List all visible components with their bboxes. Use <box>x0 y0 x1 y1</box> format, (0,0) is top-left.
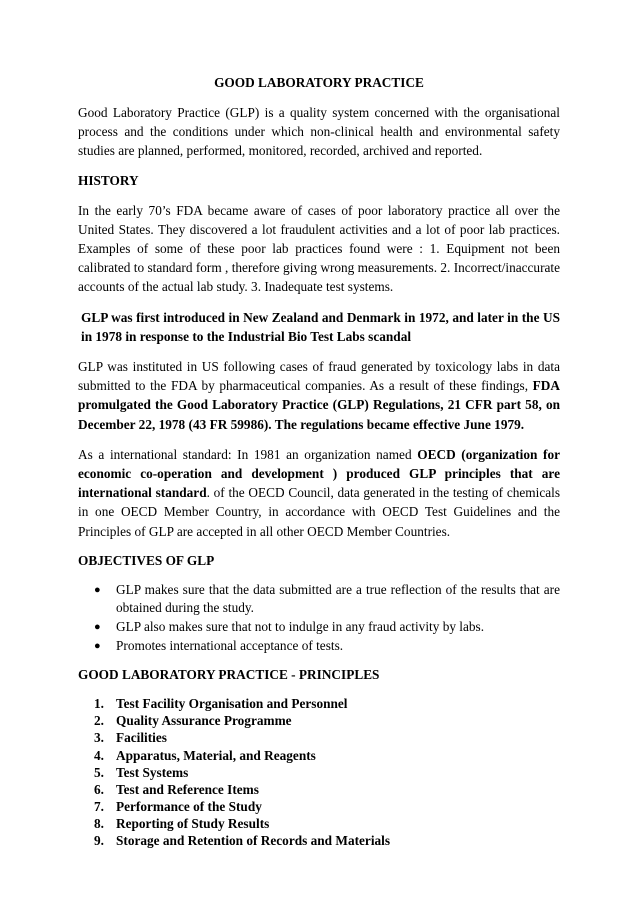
list-item <box>94 798 560 815</box>
list-item <box>94 747 560 764</box>
objective-text: Promotes international acceptance of tests. <box>116 637 344 653</box>
principle-label: Apparatus, Material, and Reagents <box>116 747 316 763</box>
item-number: 4. <box>94 747 104 763</box>
history-paragraph: In the early 70’s FDA became aware of cases of poor laboratory practice all over the United States. They discovered a lot fraudulent activities and a lot of poor lab practices. Examples of some of these poor lab practices found were : 1. Equipment not been calibrated to standard form , therefore giving wrong measurements. 2. Incorrect/inaccurate accounts of the actual lab study. 3. Inadequate test systems. <box>78 202 560 295</box>
principle-label: Test Systems <box>116 764 189 780</box>
glp-us-text: GLP was instituted in US following cases of fraud generated by toxicology labs in data submitted to the FDA by pharmaceutical companies. As a result of these findings, <box>78 359 560 394</box>
list-item <box>94 729 560 746</box>
list-item <box>94 832 560 849</box>
principle-label: Reporting of Study Results <box>116 815 270 831</box>
oecd-paragraph <box>78 445 560 541</box>
oecd-tail-text: . of the OECD Council, data generated in the testing of chemicals in one OECD Member Country, in accordance with OECD Test Guidelines and the Principles of GLP are accepted in all other OECD Member Countries. <box>78 485 560 539</box>
list-item <box>94 581 560 618</box>
page-title: GOOD LABORATORY PRACTICE <box>214 75 424 90</box>
list-item <box>94 637 560 656</box>
list-item <box>94 815 560 832</box>
list-item <box>94 712 560 729</box>
item-number: 9. <box>94 832 104 848</box>
item-number: 5. <box>94 764 104 780</box>
glp-introduction-statement: GLP was first introduced in New Zealand and Denmark in 1972, and later in the US in 1978 in response to the Industrial Bio Test Labs scandal <box>81 309 560 344</box>
objectives-list <box>78 581 560 655</box>
principles-heading: GOOD LABORATORY PRACTICE - PRINCIPLES <box>78 667 380 683</box>
item-number: 2. <box>94 713 104 729</box>
principle-label: Facilities <box>116 730 167 746</box>
glp-us-paragraph <box>78 357 560 434</box>
list-item <box>94 764 560 781</box>
item-number: 8. <box>94 815 104 831</box>
item-number: 7. <box>94 798 104 814</box>
bullet-icon: ● <box>94 621 101 634</box>
objective-text: GLP makes sure that the data submitted are a true reflection of the results that are obtained during the study. <box>116 581 560 616</box>
list-item <box>94 695 560 712</box>
principle-label: Test Facility Organisation and Personnel <box>116 696 348 712</box>
oecd-lead-text: As a international standard: In 1981 an organization named <box>78 446 418 462</box>
principle-label: Storage and Retention of Records and Materials <box>116 832 391 848</box>
principles-list <box>78 695 560 849</box>
oecd-bold-text: OECD (organization for economic co-operation and development ) produced GLP principles that are international standard <box>78 446 561 501</box>
item-number: 6. <box>94 781 104 797</box>
item-number: 1. <box>94 696 104 712</box>
list-item <box>94 781 560 798</box>
principle-label: Quality Assurance Programme <box>116 713 292 729</box>
bullet-icon: ● <box>94 639 101 652</box>
objectives-heading: OBJECTIVES OF GLP <box>78 552 215 568</box>
item-number: 3. <box>94 730 104 746</box>
fda-regulation-text: FDA promulgated the Good Laboratory Practice (GLP) Regulations, 21 CFR part 58, on December 22, 1978 (43 FR 59986). The regulations became effective June 1979. <box>78 378 560 432</box>
bullet-icon: ● <box>94 583 101 596</box>
list-item <box>94 618 560 637</box>
principle-label: Test and Reference Items <box>116 781 259 797</box>
principle-label: Performance of the Study <box>116 798 262 814</box>
objective-text: GLP also makes sure that not to indulge in any fraud activity by labs. <box>116 619 485 635</box>
intro-paragraph: Good Laboratory Practice (GLP) is a quality system concerned with the organisational process and the conditions under which non-clinical health and environmental safety studies are planned, performed, monitored, recorded, archived and reported. <box>78 105 560 159</box>
history-heading: HISTORY <box>78 172 139 188</box>
